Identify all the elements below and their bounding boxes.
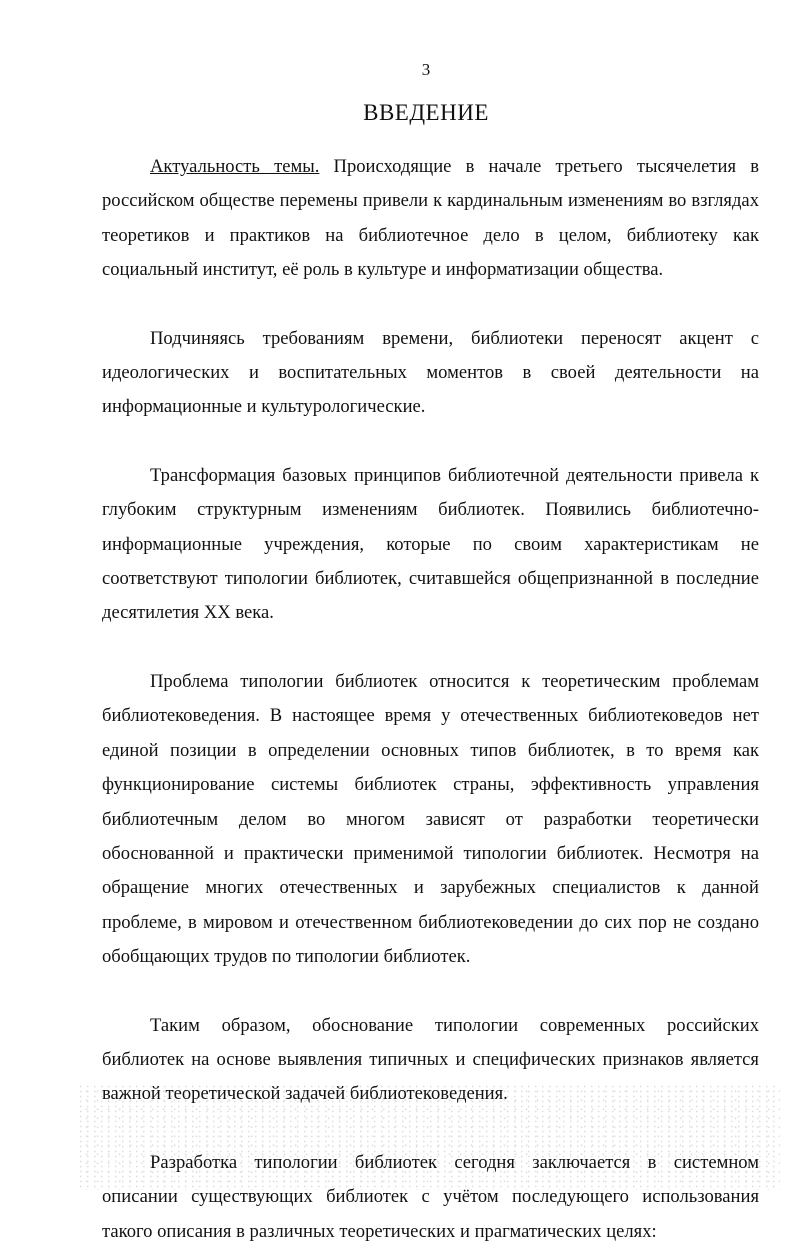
- page-number: 3: [421, 60, 431, 79]
- body-text: [102, 150, 759, 1249]
- paragraph-6: Разработка типологии библиотек сегодня заключается в системном описании существующих библиотек с учётом последующего использования такого описания в различных теоретических и прагматических целях:: [102, 1151, 759, 1242]
- paragraph-5: Таким образом, обоснование типологии современных российских библиотек на основе выявления типичных и специфических признаков является важной теоретической задачей библиотековедения.: [102, 1014, 759, 1105]
- paragraph-relevance: [102, 150, 759, 288]
- paragraph-4: Проблема типологии библиотек относится к теоретическим проблемам библиотековедения. В настоящее время у отечественных библиотековедов нет единой позиции в определении основных типов библиотек, в то время как функционирование системы библиотек страны, эффективность управления библиотечным делом во многом зависят от разработки теоретически обоснованной и практически применимой типологии библиотек. Несмотря на обращение многих отечественных и зарубежных специалистов к данной проблеме, в мировом и отечественном библиотековедении до сих пор не создано обобщающих трудов по типологии библиотек.: [102, 670, 759, 968]
- paragraph-text-relevance: Происходящие в начале третьего тысячелетия в российском обществе перемены привели к кардинальным изменениям во взглядах теоретиков и практиков на библиотечное дело в целом, библиотеку как социальный институт, её роль в культуре и информатизации общества.: [102, 156, 759, 281]
- section-heading: ВВЕДЕНИЕ: [363, 100, 489, 125]
- paragraph-lead-relevance: Актуальность темы.: [150, 156, 320, 177]
- paragraph-2: Подчиняясь требованиям времени, библиотеки переносят акцент с идеологических и воспитательных моментов в своей деятельности на информационные и культурологические.: [102, 327, 759, 418]
- paragraph-3: Трансформация базовых принципов библиотечной деятельности привела к глубоким структурным изменениям библиотек. Появились библиотечно-информационные учреждения, которые по своим характеристикам не соответствуют типологии библиотек, считавшейся общепризнанной в последние десятилетия XX века.: [102, 464, 759, 624]
